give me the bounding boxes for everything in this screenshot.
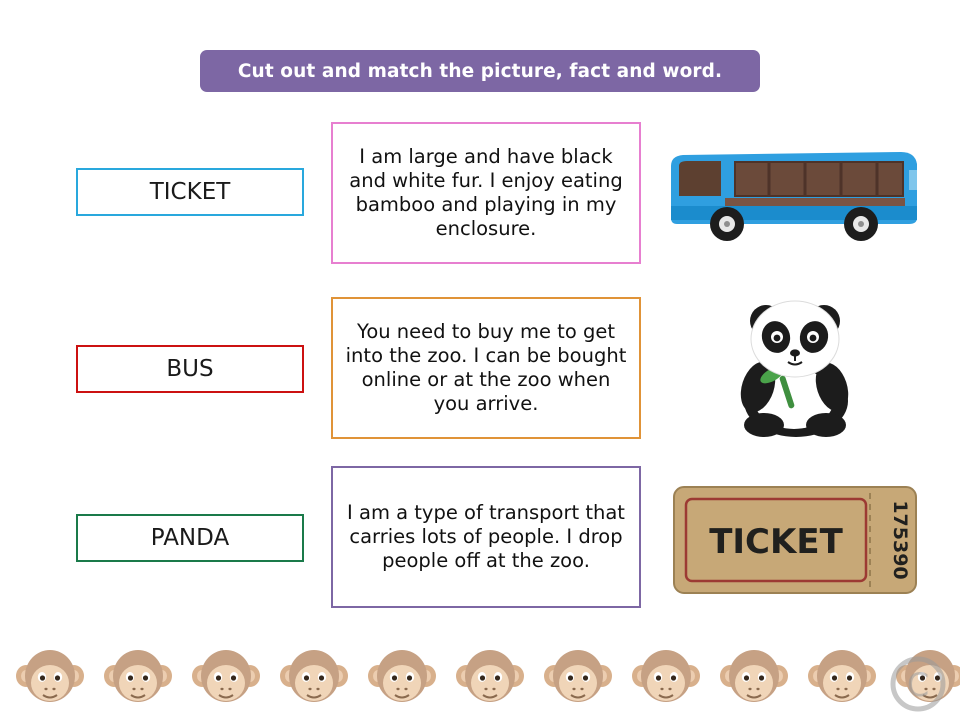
- ticket-word: TICKET: [709, 521, 843, 562]
- monkey-decoration-strip: [0, 636, 960, 720]
- fact-text: You need to buy me to get into the zoo. I can be bought online or at the zoo when you arrive.: [345, 320, 627, 415]
- monkey-face-icon: [542, 642, 614, 714]
- fact-card-bus[interactable]: [331, 466, 641, 608]
- word-label: TICKET: [149, 179, 231, 205]
- word-label: PANDA: [150, 525, 230, 551]
- monkey-face-icon: [454, 642, 526, 714]
- panda-image: [710, 283, 880, 443]
- bus-image: [665, 140, 925, 250]
- word-label: BUS: [166, 356, 214, 382]
- picture-cell-ticket[interactable]: [660, 472, 930, 607]
- monkey-face-icon: [806, 642, 878, 714]
- picture-cell-bus[interactable]: [660, 135, 930, 255]
- picture-cell-panda[interactable]: [660, 280, 930, 445]
- word-card-bus[interactable]: [76, 345, 304, 393]
- monkey-face-icon: [190, 642, 262, 714]
- fact-text: I am a type of transport that carries lots of people. I drop people off at the zoo.: [347, 501, 625, 572]
- monkey-face-icon: [718, 642, 790, 714]
- copyright-watermark-icon: [890, 656, 946, 712]
- fact-card-ticket[interactable]: [331, 297, 641, 439]
- monkey-face-icon: [278, 642, 350, 714]
- svg-text:C: C: [906, 666, 930, 704]
- monkey-face-icon: [630, 642, 702, 714]
- monkey-face-icon: [366, 642, 438, 714]
- word-card-panda[interactable]: [76, 514, 304, 562]
- monkey-face-icon: [102, 642, 174, 714]
- fact-card-panda[interactable]: [331, 122, 641, 264]
- page-title-banner: [200, 50, 760, 92]
- monkey-face-icon: [14, 642, 86, 714]
- fact-text: I am large and have black and white fur. I enjoy eating bamboo and playing in my enclosure.: [349, 145, 623, 240]
- page-title: Cut out and match the picture, fact and word.: [237, 60, 723, 82]
- word-card-ticket[interactable]: [76, 168, 304, 216]
- ticket-image: [670, 481, 920, 599]
- svg-text:175390: 175390: [889, 499, 911, 580]
